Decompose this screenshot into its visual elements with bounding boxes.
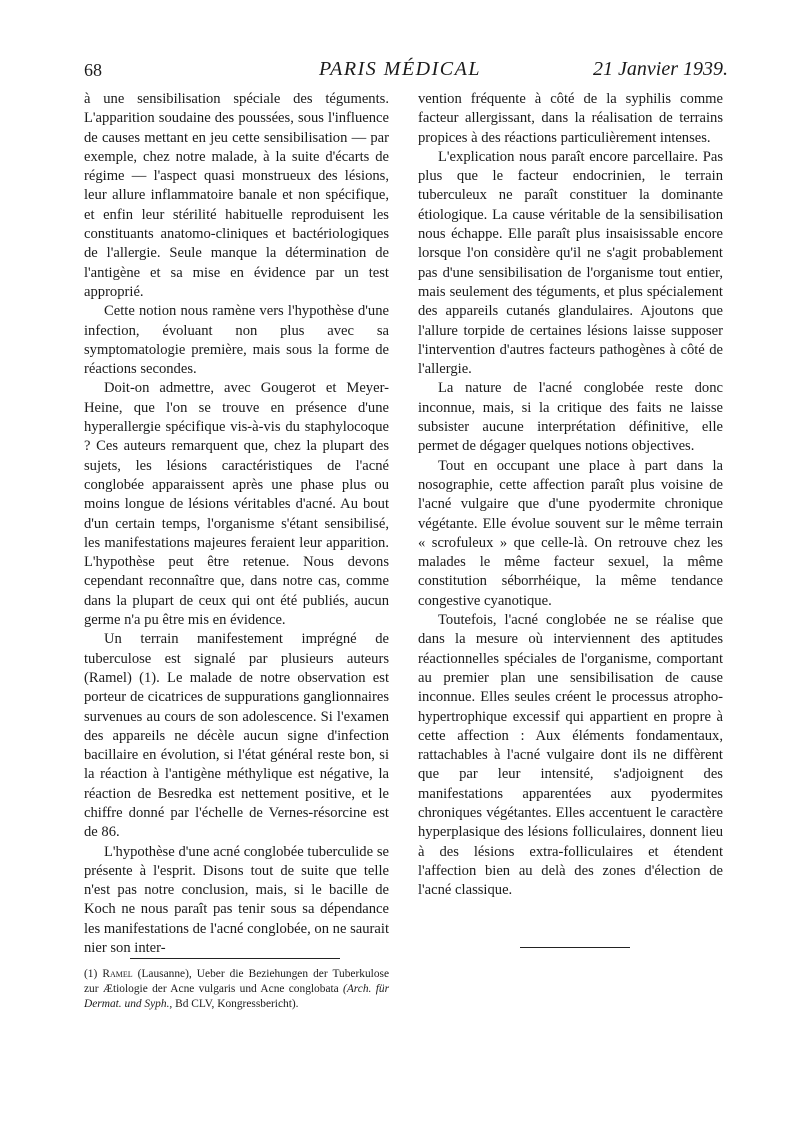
page-number: 68 bbox=[84, 60, 102, 80]
footnote-source: (Arch. für Dermat. und Syph., bbox=[84, 983, 390, 1010]
footnote-place: (Lausanne), bbox=[137, 968, 192, 980]
footnote-text: Ueber die Beziehungen der Tuberkulose zur Ætiologie der Acne vulgaris und Acne conglobata bbox=[84, 968, 389, 995]
paragraph: Cette notion nous ramène vers l'hypothèse d'une infection, évoluant non plus avec sa symptomatologie première, mais sous la forme de réactions secondes. bbox=[84, 303, 389, 378]
footnote-marker: (1) bbox=[84, 968, 98, 980]
end-rule bbox=[520, 947, 630, 948]
right-column bbox=[418, 90, 723, 900]
paragraph: Tout en occupant une place à part dans la nosographie, cette affection paraît plus voisine de l'acné vulgaire que d'une pyodermite chronique végétante. Elle évolue souvent sur le même terrain « scrofuleux » que celle-là. On retrouve chez les malades le même facteur sexuel, la même constitution séborrhéique, la même tendance congestive cyanotique. bbox=[418, 457, 723, 609]
paragraph: Un terrain manifestement imprégné de tuberculose est signalé par plusieurs auteurs (Ramel) (1). Le malade de notre observation est porteur de cicatrices de suppurations ganglionnaires survenues au cours de son adolescence. Si l'examen des appareils ne décèle aucun signe d'infection bacillaire en évolution, si l'état général reste bon, si la réaction à l'antigène méthylique est négative, la réaction de Besredka est nettement positive, et le chiffre donné par l'échelle de Vernes-résorcine est de 86. bbox=[84, 631, 389, 841]
footnote-author: Ramel bbox=[102, 968, 133, 980]
paragraph: La nature de l'acné conglobée reste donc inconnue, mais, si la critique des faits ne laisse subsister aucune interprétation définitive, elle permet de dégager quelques notions objectives. bbox=[418, 380, 723, 455]
paragraph: à une sensibilisation spéciale des téguments. L'apparition soudaine des poussées, sous l'influence de causes mettant en jeu cette sensibilisation — par exemple, chez notre malade, à la suite d'écarts de régime — l'aspect quasi monstrueux des lésions, leur allure inflammatoire banale et non spécifique, et enfin leur stérilité habituelle reproduisent les constituants anatomo-cliniques et bactériologiques de l'allergie. Seule manque la détermination de l'antigène et sa mise en évidence par un test approprié. bbox=[84, 91, 389, 300]
footnote bbox=[84, 967, 389, 1012]
running-head: PARIS MÉDICAL bbox=[319, 58, 481, 80]
paragraph: Doit-on admettre, avec Gougerot et Meyer-Heine, que l'on se trouve en présence d'une hyperallergie spécifique vis-à-vis du staphylocoque ? Ces auteurs remarquent que, chez la plupart des sujets, les lésions caractéristiques de l'acné conglobée apparaissent après une phase plus ou moins longue de lésions véritables d'acné. Au bout d'un certain temps, l'organisme s'étant sensibilisé, les manifestations majeures feraient leur apparition. L'hypothèse peut être retenue. Nous devons cependant reconnaître que, dans notre cas, comme dans la plupart de ceux qui ont été publiés, aucun germe n'a pu être mis en évidence. bbox=[84, 380, 389, 629]
left-column bbox=[84, 90, 389, 958]
paragraph: L'explication nous paraît encore parcellaire. Pas plus que le facteur endocrinien, le terrain tuberculeux ne paraît constituer la dominante étiologique. La cause véritable de la sensibilisation nous échappe. Elle paraît plus insaisissable encore lorsque l'on considère qu'il ne s'agit probablement pas d'une sensibilisation de l'organisme tout entier, mais seulement des téguments, et plus spécialement des appareils cutanés glandulaires. Ajoutons que l'allure torpide de certaines lésions laisse supposer l'intervention d'autres facteurs pathogènes à côté de l'allergie. bbox=[418, 148, 723, 378]
paragraph: L'hypothèse d'une acné conglobée tuberculide se présente à l'esprit. Disons tout de suite que telle n'est pas notre conclusion, mais, si le bacille de Koch ne nous paraît pas tenir sous sa dépendance les manifestations de l'acné conglobée, on ne saurait nier son inter- bbox=[84, 843, 389, 957]
footnote-volume: Bd CLV, Kongressbericht). bbox=[175, 998, 299, 1010]
issue-date: 21 Janvier 1939. bbox=[593, 58, 728, 80]
paragraph: vention fréquente à côté de la syphilis comme facteur allergissant, dans la réalisation de terrains propices à des réactions particulièrement intenses. bbox=[418, 91, 723, 146]
paragraph: Toutefois, l'acné conglobée ne se réalise que dans la mesure où interviennent des aptitudes réactionnelles spéciales de l'organisme, comportant au premier plan une sensibilisation de cause inconnue. Elles seules créent le processus atropho-hypertrophique excessif qui appartient en propre à cette affection : Aux éléments fondamentaux, rattachables à l'acné vulgaire dont ils ne diffèrent que par leur intensité, s'adjoignent des manifestations apparentées aux pyodermites chroniques végétantes. Elles accentuent le caractère hyperplasique des lésions folliculaires, donnent lieu à des lésions extra-folliculaires et étendent l'affection bien au delà des zones d'élection de l'acné classique. bbox=[418, 612, 723, 899]
footnote-rule bbox=[130, 958, 340, 959]
